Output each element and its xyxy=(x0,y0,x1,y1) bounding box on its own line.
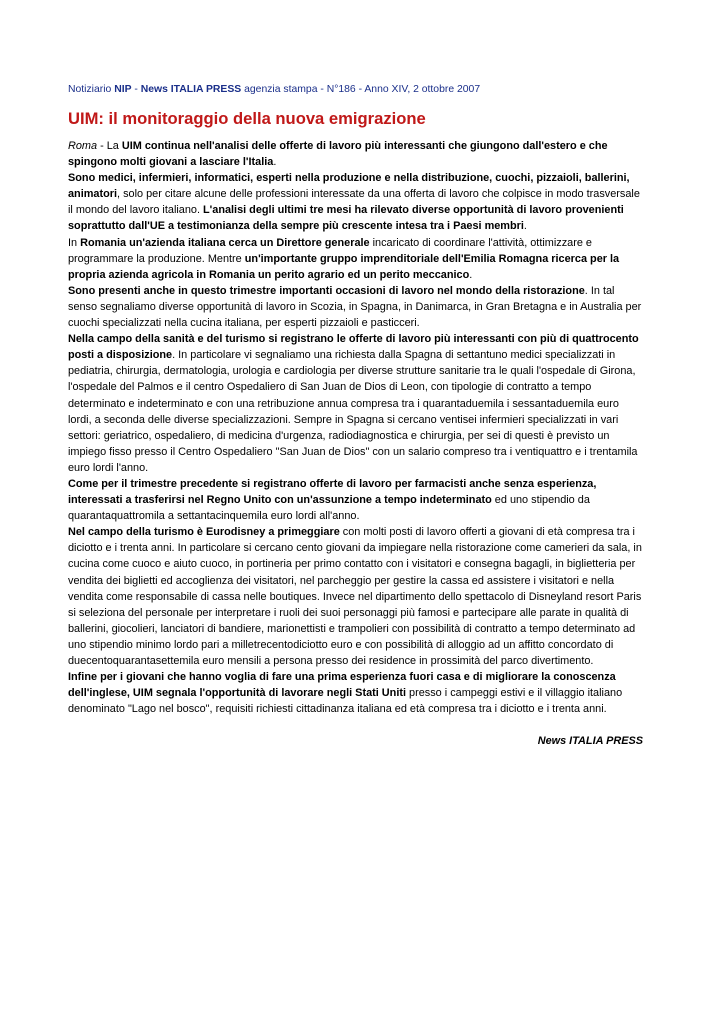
text-run: . xyxy=(523,220,527,233)
article-body xyxy=(68,138,643,717)
paragraph xyxy=(68,331,643,476)
text-run: con molti posti di lavoro offerti a giovani di età compresa tra i diciotto e i trenta anni. In particolare si cercano cento giovani da impiegare nella ristorazione come camerieri da sala, in cucina come cuoco e aiuto cuoco, in portineria per primo contatto con i visitatori e consegna bagagli, in biglietteria per vendita dei biglietti ed accoglienza dei visitatori, nel parcheggio per gestire la cassa ed assistere i visitatori e nella vendita come responsabile di cassa nelle boutiques. Invece nel dipartimento dello spettacolo di Disneyland resort Paris si seleziona del personale per interpretare i ruoli dei suoi personaggi più famosi e partecipare alle parate in qualità di ballerini, giocolieri, lanciatori di bandiere, marionettisti e trampolieri con possibilità di contratto a tempo determinato ad uno stipendio minimo lordo pari a milletrecentodiciotto euro e con possibilità di alloggio ad un affitto concordato di duecentoquarantasettemila euro mensili a persona presso dei residence in prossimità del parco divertimento. xyxy=(68,526,642,667)
bold-text-run: Nella campo della sanità e del turismo si registrano le offerte di lavoro più interessanti con più di quattrocento posti a disposizione xyxy=(68,333,639,362)
bold-text-run: Romania un'azienda italiana cerca un Direttore generale xyxy=(80,236,370,249)
bold-text-run: Come per il trimestre precedente si registrano offerte di lavoro per farmacisti anche senza esperienza, interessati a trasferirsi nel Regno Unito con un'assunzione a tempo indeterminato xyxy=(68,477,597,507)
bold-text-run: un'importante gruppo imprenditoriale dell'Emilia Romagna ricerca per la propria azienda agricola in Romania un perito agrario ed un perito meccanico xyxy=(68,252,620,281)
header-issue-info: agenzia stampa - N°186 - Anno XIV, 2 ottobre 2007 xyxy=(241,84,481,95)
bold-text-run: L'analisi degli ultimi tre mesi ha rilevato diverse opportunità di lavoro provenienti soprattutto dall'UE a testimonianza della sempre più crescente intesa tra i Paesi membri xyxy=(68,204,624,233)
paragraph xyxy=(68,170,643,234)
paragraph xyxy=(68,476,643,524)
paragraph xyxy=(68,669,643,717)
bold-text-run: Infine per i giovani che hanno voglia di fare una prima esperienza fuori casa e di migliorare la conoscenza dell'inglese, UIM segnala l'opportunità di lavorare negli Stati Uniti xyxy=(68,671,616,700)
document-page xyxy=(68,83,643,749)
italic-text-run: Roma xyxy=(68,140,98,152)
text-run: presso i campeggi estivi e il villaggio italiano denominato "Lago nel bosco", requisiti richiesti cittadinanza italiana ed età compresa tra i diciotto e i trenta anni. xyxy=(68,687,623,716)
header-separator: - xyxy=(131,84,141,95)
text-run: . In tal senso segnaliamo diverse opportunità di lavoro in Scozia, in Spagna, in Danimarca, in Gran Bretagna e in Australia per cuochi specializzati nella cucina italiana, per esperti pizzaioli e pasticceri. xyxy=(68,284,642,330)
bold-text-run: Sono presenti anche in questo trimestre importanti occasioni di lavoro nel mondo della ristorazione xyxy=(68,284,585,297)
bold-text-run: Sono medici, infermieri, informatici, esperti nella produzione e nella distribuzione, cuochi, pizzaioli, ballerini, animatori xyxy=(68,172,630,201)
text-run: incaricato di coordinare l'attività, ottimizzare e programmare la produzione. Mentre xyxy=(68,236,592,265)
text-run: . xyxy=(273,156,277,169)
bold-text-run: UIM continua nell'analisi delle offerte di lavoro più interessanti che giungono dall'estero e che spingono molti giovani a lasciare l'Italia xyxy=(68,140,608,169)
paragraph xyxy=(68,138,643,170)
article-title: UIM: il monitoraggio della nuova emigrazione xyxy=(68,109,426,128)
text-run: - La xyxy=(97,140,122,152)
text-run: In xyxy=(68,236,81,249)
header-agency: News ITALIA PRESS xyxy=(140,84,242,95)
header-prefix: Notiziario xyxy=(68,84,115,95)
paragraph xyxy=(68,235,643,283)
newsletter-header xyxy=(68,83,643,97)
paragraph xyxy=(68,283,643,331)
text-run: , solo per citare alcune delle professioni interessate da una offerta di lavoro che colpisce in modo trasversale il mondo del lavoro italiano. xyxy=(68,188,640,217)
article-signature: News ITALIA PRESS xyxy=(537,735,643,748)
text-run: ed uno stipendio da quarantaquattromila a settantacinquemila euro lordi all'anno. xyxy=(68,494,590,523)
paragraph xyxy=(68,524,643,669)
bold-text-run: Nel campo della turismo è Eurodisney a primeggiare xyxy=(68,526,340,539)
text-run: . xyxy=(469,268,473,281)
text-run: . In particolare vi segnaliamo una richiesta dalla Spagna di settantuno medici specializzati in pediatria, chirurgia, dermatologia, urologia e cardiologia per diverse strutture sanitarie tra le quali l'ospedale di Girona, l'ospedale del Palmos e il centro Ospedaliero di San Juan de Dios di Leon, con tipologie di contratto a tempo determinato e indeterminato e con una retribuzione annua compresa tra i quarantaduemila i sessantaduemila euro lordi, a seconda delle diverse specializzazioni. Sempre in Spagna si cercano ventisei infermieri specializzati in vari settori: geriatrico, ospedaliero, di medicina d'urgenza, radiodiagnostica e chirurgia, per sei di questi è previsto un impiego fisso presso il Centro Ospedaliero "San Juan de Dios" con un salario compreso tra i ventiquattro e i trentamila euro lordi l'anno. xyxy=(68,349,638,474)
header-nip: NIP xyxy=(114,84,132,95)
